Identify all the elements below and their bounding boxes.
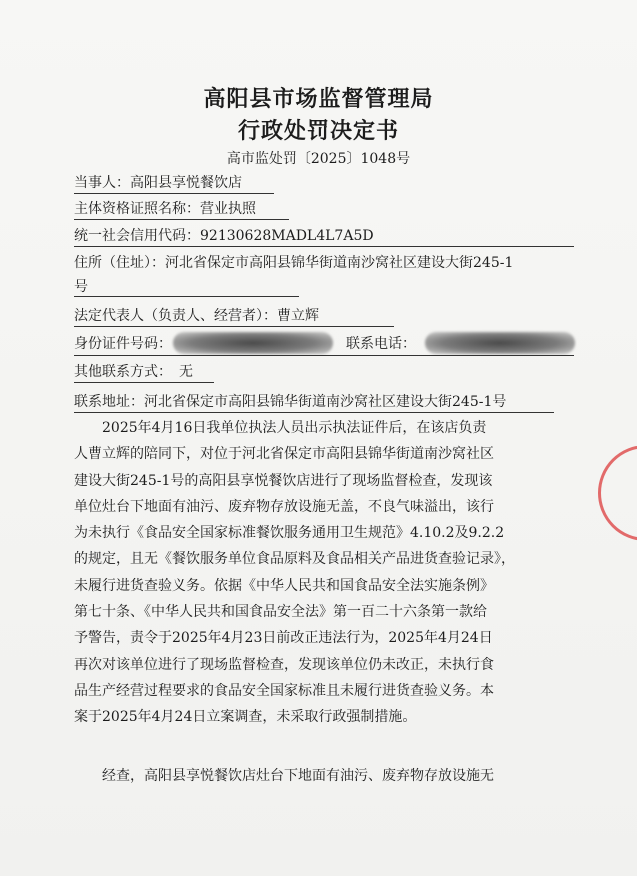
legal-rep-field — [74, 305, 319, 325]
party-field — [74, 172, 242, 192]
text-line: 的规定，且无《餐饮服务单位食品原料及食品相关产品进货查验记录》， — [74, 551, 515, 568]
underline — [74, 412, 554, 413]
address-field — [74, 252, 513, 272]
document-number: 高市监处罚〔2025〕1048号 — [226, 151, 411, 167]
text-line: 第七十条、《中华人民共和国食品安全法》第一百二十六条第一款给 — [74, 604, 487, 621]
cert-name-field — [74, 198, 256, 218]
underline — [74, 219, 289, 220]
legal-rep-text: 法定代表人（负责人、经营者）：曹立辉 — [74, 308, 319, 324]
id-phone-field — [74, 333, 172, 353]
text-line: 予警告，责令于2025年4月23日前改正违法行为，2025年4月24日 — [74, 630, 493, 647]
address-field-cont — [74, 276, 88, 296]
faint-mark — [70, 44, 160, 68]
underline — [74, 296, 299, 297]
text-line: 再次对该单位进行了现场监督检查，发现该单位仍未改正，未执行食 — [74, 656, 494, 673]
paragraph-findings — [74, 763, 574, 789]
text-line: 人曹立辉的陪同下，对位于河北省保定市高阳县锦华街道南沙窝社区 — [74, 446, 494, 463]
other-contact-text: 其他联系方式： 无 — [74, 364, 193, 380]
redacted-phone-number — [425, 332, 575, 354]
text-line: 建设大街245-1号的高阳县享悦餐饮店进行了现场监督检查，发现该 — [74, 472, 493, 489]
text-line: 未履行进货查验义务。依据《中华人民共和国食品安全法实施条例》 — [74, 577, 494, 594]
text-line: 单位灶台下地面有油污、废弃物存放设施无盖，不良气味溢出，该行 — [74, 498, 494, 515]
cert-name-text: 主体资格证照名称：营业执照 — [74, 201, 256, 217]
paragraph-facts — [74, 415, 574, 731]
party-text: 当事人：高阳县享悦餐饮店 — [74, 175, 242, 191]
id-label: 身份证件号码： — [74, 336, 172, 352]
underline — [74, 246, 574, 247]
credit-code-text: 统一社会信用代码：92130628MADL4L7A5D — [74, 228, 374, 244]
agency-title: 高阳县市场监督管理局 — [203, 86, 434, 112]
phone-field — [346, 333, 416, 353]
underline — [74, 326, 394, 327]
underline — [74, 382, 214, 383]
phone-label: 联系电话： — [346, 336, 416, 352]
redacted-id-number — [173, 332, 333, 354]
address-line2: 号 — [74, 279, 88, 295]
underline — [74, 193, 274, 194]
credit-code-field — [74, 225, 374, 245]
text-line: 为未执行《食品安全国家标准餐饮服务通用卫生规范》4.10.2及9.2.2 — [74, 525, 505, 542]
text-line: 案于2025年4月24日立案调查，未采取行政强制措施。 — [74, 709, 417, 726]
underline — [74, 355, 574, 356]
official-seal — [598, 445, 637, 541]
contact-address-text: 联系地址：河北省保定市高阳县锦华街道南沙窝社区建设大街245-1号 — [74, 394, 507, 410]
address-line1: 住所（住址）：河北省保定市高阳县锦华街道南沙窝社区建设大街245-1 — [74, 255, 514, 271]
contact-address-field — [74, 391, 506, 411]
other-contact-field — [74, 361, 193, 381]
text-line: 经查，高阳县享悦餐饮店灶台下地面有油污、废弃物存放设施无 — [74, 768, 494, 784]
text-line: 品生产经营过程要求的食品安全国家标准且未履行进货查验义务。本 — [74, 682, 494, 699]
document-type-title: 行政处罚决定书 — [237, 118, 399, 144]
text-line: 2025年4月16日我单位执法人员出示执法证件后，在该店负责 — [74, 420, 487, 436]
